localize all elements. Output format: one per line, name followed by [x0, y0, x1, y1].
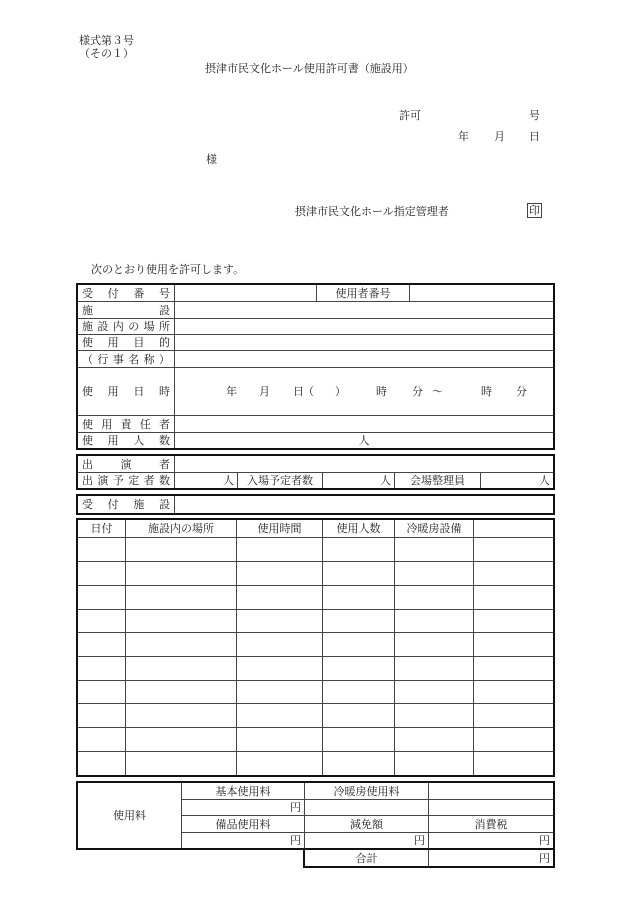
user-number-label: 使用者番号 [317, 285, 410, 302]
purpose-label: 使用目的 [78, 335, 175, 351]
cell[interactable] [78, 657, 126, 681]
cell[interactable] [126, 633, 237, 657]
cell[interactable] [237, 538, 323, 562]
yen-unit: 円 [539, 851, 550, 865]
cell[interactable] [395, 562, 474, 586]
date-day: 日 [529, 130, 540, 143]
cell[interactable] [395, 538, 474, 562]
dt-hour-end: 時 [481, 385, 492, 398]
cell[interactable] [78, 633, 126, 657]
table-row [78, 586, 554, 610]
planned-attendees-label: 入場予定者数 [238, 473, 323, 489]
cell[interactable] [237, 586, 323, 610]
cell[interactable] [237, 704, 323, 728]
cell[interactable] [126, 681, 237, 704]
date-year: 年 [458, 130, 469, 143]
dt-month: 月 [259, 385, 270, 398]
fee-table [77, 782, 554, 849]
dt-min-end: 分 [516, 385, 527, 398]
table-row [78, 704, 554, 728]
total-table [304, 849, 554, 867]
permit-label: 許可 [399, 109, 421, 122]
form-number: 様式第３号 [79, 34, 134, 47]
person-unit: 人 [539, 474, 551, 487]
cell[interactable] [78, 562, 126, 586]
recipient-suffix: 様 [206, 153, 217, 166]
seal-stamp-icon: 印 [529, 204, 540, 217]
document-title: 摂津市民文化ホール使用許可書（施設用） [205, 62, 414, 75]
planned-attendees-field[interactable] [323, 473, 395, 489]
basic-fee-field[interactable] [182, 800, 305, 816]
cell[interactable] [78, 538, 126, 562]
cell[interactable] [323, 681, 395, 704]
cell[interactable] [237, 752, 323, 776]
table-row [78, 610, 554, 633]
yen-unit: 円 [290, 801, 301, 814]
cell[interactable] [395, 610, 474, 633]
cell[interactable] [126, 752, 237, 776]
schedule-header-row [78, 520, 554, 538]
planned-performers-label: 出演予定者数 [78, 473, 175, 489]
cell[interactable] [323, 562, 395, 586]
dt-min-start: 分 [412, 385, 423, 398]
cell[interactable] [474, 633, 554, 657]
event-name-field[interactable] [175, 351, 554, 368]
responsible-field[interactable] [175, 416, 554, 433]
dt-paren-open: （ [303, 385, 314, 398]
schedule-table [77, 519, 554, 776]
cell[interactable] [126, 538, 237, 562]
dt-hour-start: 時 [376, 385, 387, 398]
basic-fee-label: 基本使用料 [182, 783, 305, 800]
blank-value-cell[interactable] [429, 800, 554, 816]
blank-header-cell [429, 783, 554, 800]
issuer-name: 摂津市民文化ホール指定管理者 [295, 205, 449, 218]
reduction-field[interactable] [305, 833, 429, 849]
reception-facility-label: 受付施設 [78, 496, 175, 514]
facility-field[interactable] [175, 302, 554, 319]
cell[interactable] [78, 704, 126, 728]
purpose-field[interactable] [175, 335, 554, 351]
location-field[interactable] [175, 319, 554, 335]
tax-field[interactable] [429, 833, 554, 849]
cell[interactable] [323, 538, 395, 562]
col-location: 施設内の場所 [126, 520, 237, 538]
form-sub: （その１） [79, 47, 134, 60]
cell[interactable] [474, 752, 554, 776]
yen-unit: 円 [290, 834, 301, 847]
cell[interactable] [395, 633, 474, 657]
col-hvac: 冷暖房設備 [395, 520, 474, 538]
table-row [78, 633, 554, 657]
cell[interactable] [323, 657, 395, 681]
cell[interactable] [395, 728, 474, 752]
cell[interactable] [126, 562, 237, 586]
cell[interactable] [237, 562, 323, 586]
headcount-field[interactable] [175, 433, 554, 449]
planned-performers-field[interactable] [175, 473, 238, 489]
responsible-label: 使用責任者 [78, 416, 175, 433]
person-unit: 人 [380, 474, 391, 487]
cell[interactable] [237, 657, 323, 681]
cell[interactable] [474, 562, 554, 586]
cell[interactable] [474, 610, 554, 633]
cell[interactable] [395, 681, 474, 704]
cell[interactable] [395, 752, 474, 776]
location-label: 施設内の場所 [78, 319, 175, 335]
col-date: 日付 [78, 520, 126, 538]
person-unit: 人 [223, 474, 234, 487]
table-row [78, 562, 554, 586]
dt-day: 日 [293, 385, 304, 398]
cell[interactable] [474, 728, 554, 752]
cell[interactable] [78, 586, 126, 610]
table-row [78, 657, 554, 681]
cell[interactable] [395, 586, 474, 610]
cell[interactable] [474, 704, 554, 728]
reception-facility-table [77, 495, 554, 514]
cell[interactable] [126, 586, 237, 610]
hvac-fee-label: 冷暖房使用料 [305, 783, 429, 800]
cell[interactable] [395, 657, 474, 681]
table-row [78, 728, 554, 752]
cell[interactable] [126, 657, 237, 681]
cell[interactable] [237, 681, 323, 704]
cell[interactable] [237, 728, 323, 752]
staff-field[interactable] [481, 473, 554, 489]
headcount-label: 使用人数 [78, 433, 175, 449]
cell[interactable] [126, 704, 237, 728]
dt-year: 年 [226, 385, 237, 398]
total-field[interactable] [429, 850, 554, 867]
cell[interactable] [474, 681, 554, 704]
cell[interactable] [323, 633, 395, 657]
cell[interactable] [78, 610, 126, 633]
cell[interactable] [474, 586, 554, 610]
table-row [78, 752, 554, 776]
event-name-label: （行事名称） [78, 351, 175, 368]
cell[interactable] [323, 752, 395, 776]
tax-label: 消費税 [429, 816, 554, 833]
dt-tilde: ～ [432, 385, 443, 398]
cell[interactable] [474, 657, 554, 681]
cell[interactable] [395, 704, 474, 728]
reception-number-label: 受付番号 [78, 285, 175, 302]
datetime-label: 使用日時 [78, 368, 175, 416]
reception-number-field[interactable] [175, 285, 317, 302]
permit-suffix: 号 [529, 109, 540, 122]
yen-unit: 円 [539, 834, 550, 847]
cell[interactable] [78, 681, 126, 704]
cell[interactable] [126, 610, 237, 633]
user-number-field[interactable] [410, 285, 554, 302]
equipment-fee-field[interactable] [182, 833, 305, 849]
dt-paren-close: ） [335, 385, 346, 398]
fee-label: 使用料 [78, 783, 182, 849]
cell[interactable] [78, 728, 126, 752]
intro-text: 次のとおり使用を許可します。 [91, 263, 245, 276]
total-label: 合計 [305, 850, 429, 867]
staff-label: 会場整理員 [395, 473, 481, 489]
cell[interactable] [474, 538, 554, 562]
equipment-fee-label: 備品使用料 [182, 816, 305, 833]
cell[interactable] [323, 586, 395, 610]
cell[interactable] [237, 633, 323, 657]
col-time: 使用時間 [237, 520, 323, 538]
cell[interactable] [78, 752, 126, 776]
col-blank [474, 520, 554, 538]
cell[interactable] [323, 704, 395, 728]
reception-facility-field[interactable] [175, 496, 554, 514]
col-headcount: 使用人数 [323, 520, 395, 538]
cell[interactable] [126, 728, 237, 752]
performers-field[interactable] [175, 456, 554, 473]
date-month: 月 [494, 130, 505, 143]
headcount-unit: 人 [358, 434, 370, 447]
performers-table [77, 455, 554, 489]
yen-unit: 円 [414, 834, 425, 847]
table-row [78, 681, 554, 704]
main-info-table [77, 284, 554, 449]
hvac-fee-field[interactable] [305, 800, 429, 816]
reduction-label: 減免額 [305, 816, 429, 833]
performers-label: 出演者 [78, 456, 175, 473]
facility-label: 施設 [78, 302, 175, 319]
cell[interactable] [323, 610, 395, 633]
cell[interactable] [323, 728, 395, 752]
cell[interactable] [237, 610, 323, 633]
table-row [78, 538, 554, 562]
